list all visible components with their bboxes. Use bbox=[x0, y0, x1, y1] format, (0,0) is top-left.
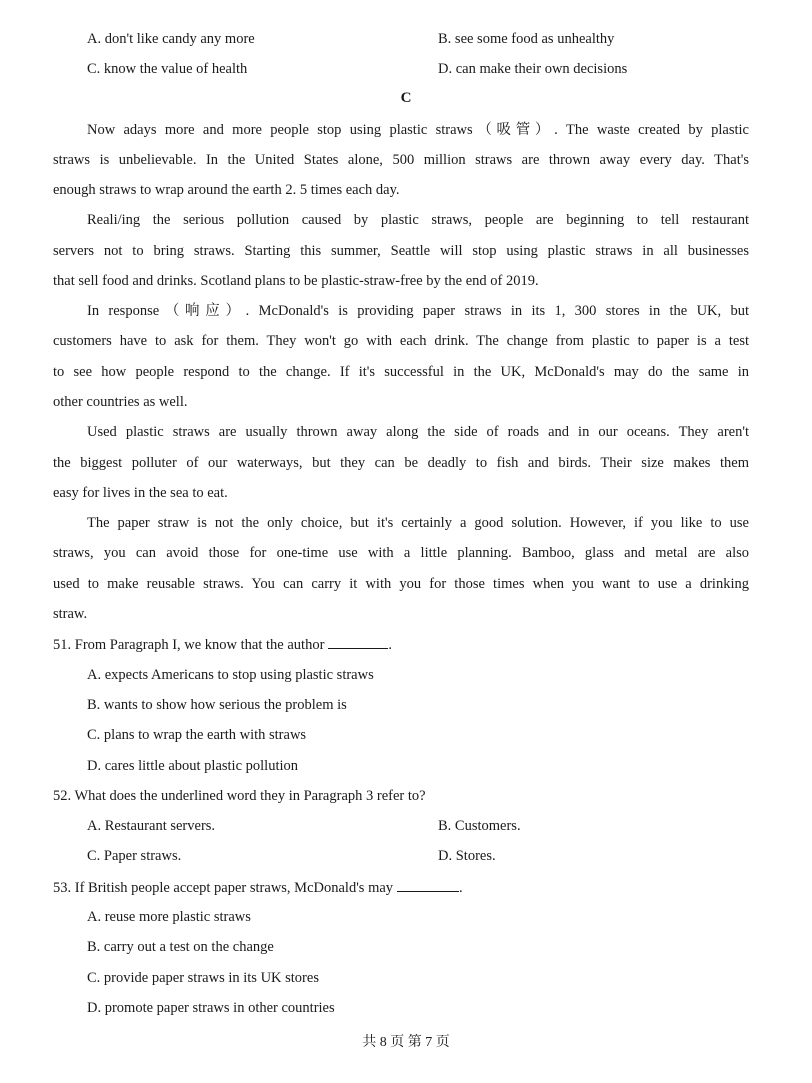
passage-line: the biggest polluter of our waterways, but they can be deadly to fish and birds. Their size makes them bbox=[53, 455, 749, 471]
passage-line: Now adays more and more people stop using plastic straws（吸管）. The waste created by plastic bbox=[87, 122, 749, 138]
question-53 bbox=[53, 878, 463, 897]
passage-line: The paper straw is not the only choice, but it's certainly a good solution. However, if you like to use bbox=[87, 515, 749, 531]
passage-line: servers not to bring straws. Starting this summer, Seattle will stop using plastic straws in all businesses bbox=[53, 243, 749, 259]
passage-line: to see how people respond to the change. If it's successful in the UK, McDonald's may do the same in bbox=[53, 364, 749, 380]
prev-option-c: C. know the value of health bbox=[87, 61, 248, 77]
q51-option-c: C. plans to wrap the earth with straws bbox=[87, 727, 307, 743]
q51-option-b: B. wants to show how serious the problem is bbox=[87, 697, 347, 713]
answer-blank bbox=[328, 635, 388, 649]
passage-line: easy for lives in the sea to eat. bbox=[53, 485, 228, 501]
page-footer: 共 8 页 第 7 页 bbox=[362, 1035, 450, 1050]
q52-option-c: C. Paper straws. bbox=[87, 848, 182, 864]
passage-line: straws, you can avoid those for one-time use with a little planning. Bamboo, glass and metal are also bbox=[53, 545, 749, 561]
question-52: 52. What does the underlined word they in Paragraph 3 refer to? bbox=[53, 788, 426, 804]
q52-option-a: A. Restaurant servers. bbox=[87, 818, 216, 834]
passage-line: straws is unbelievable. In the United States alone, 500 million straws are thrown away every day. That's bbox=[53, 152, 749, 168]
question-end: . bbox=[459, 880, 463, 896]
question-51 bbox=[53, 635, 392, 654]
passage-line: that sell food and drinks. Scotland plans to be plastic-straw-free by the end of 2019. bbox=[53, 273, 539, 289]
prev-option-b: B. see some food as unhealthy bbox=[438, 31, 615, 47]
passage-line: Used plastic straws are usually thrown away along the side of roads and in our oceans. They aren't bbox=[87, 424, 749, 440]
q51-option-d: D. cares little about plastic pollution bbox=[87, 758, 299, 774]
question-stem: 51. From Paragraph I, we know that the author bbox=[53, 637, 325, 653]
q53-option-c: C. provide paper straws in its UK stores bbox=[87, 970, 319, 986]
passage-line: enough straws to wrap around the earth 2. 5 times each day. bbox=[53, 182, 400, 198]
q53-option-d: D. promote paper straws in other countries bbox=[87, 1000, 335, 1016]
passage-line: Reali/ing the serious pollution caused by plastic straws, people are beginning to tell restaurant bbox=[87, 212, 749, 228]
prev-option-d: D. can make their own decisions bbox=[438, 61, 628, 77]
q53-option-a: A. reuse more plastic straws bbox=[87, 909, 251, 925]
answer-blank bbox=[397, 878, 459, 892]
q51-option-a: A. expects Americans to stop using plastic straws bbox=[87, 667, 374, 683]
passage-line: other countries as well. bbox=[53, 394, 188, 410]
passage-line: used to make reusable straws. You can carry it with you for those times when you want to use a drinking bbox=[53, 576, 749, 592]
q53-option-b: B. carry out a test on the change bbox=[87, 939, 274, 955]
passage-line: customers have to ask for them. They won't go with each drink. The change from plastic to paper is a test bbox=[53, 333, 749, 349]
section-title: C bbox=[400, 90, 412, 106]
question-end: . bbox=[388, 637, 393, 653]
question-stem: 53. If British people accept paper straws, McDonald's may bbox=[53, 880, 394, 896]
q52-option-b: B. Customers. bbox=[438, 818, 521, 834]
passage-line: straw. bbox=[53, 606, 88, 622]
passage-line: In response（响应）. McDonald's is providing paper straws in its 1, 300 stores in the UK, but bbox=[87, 303, 749, 319]
q52-option-d: D. Stores. bbox=[438, 848, 496, 864]
prev-option-a: A. don't like candy any more bbox=[87, 31, 255, 47]
